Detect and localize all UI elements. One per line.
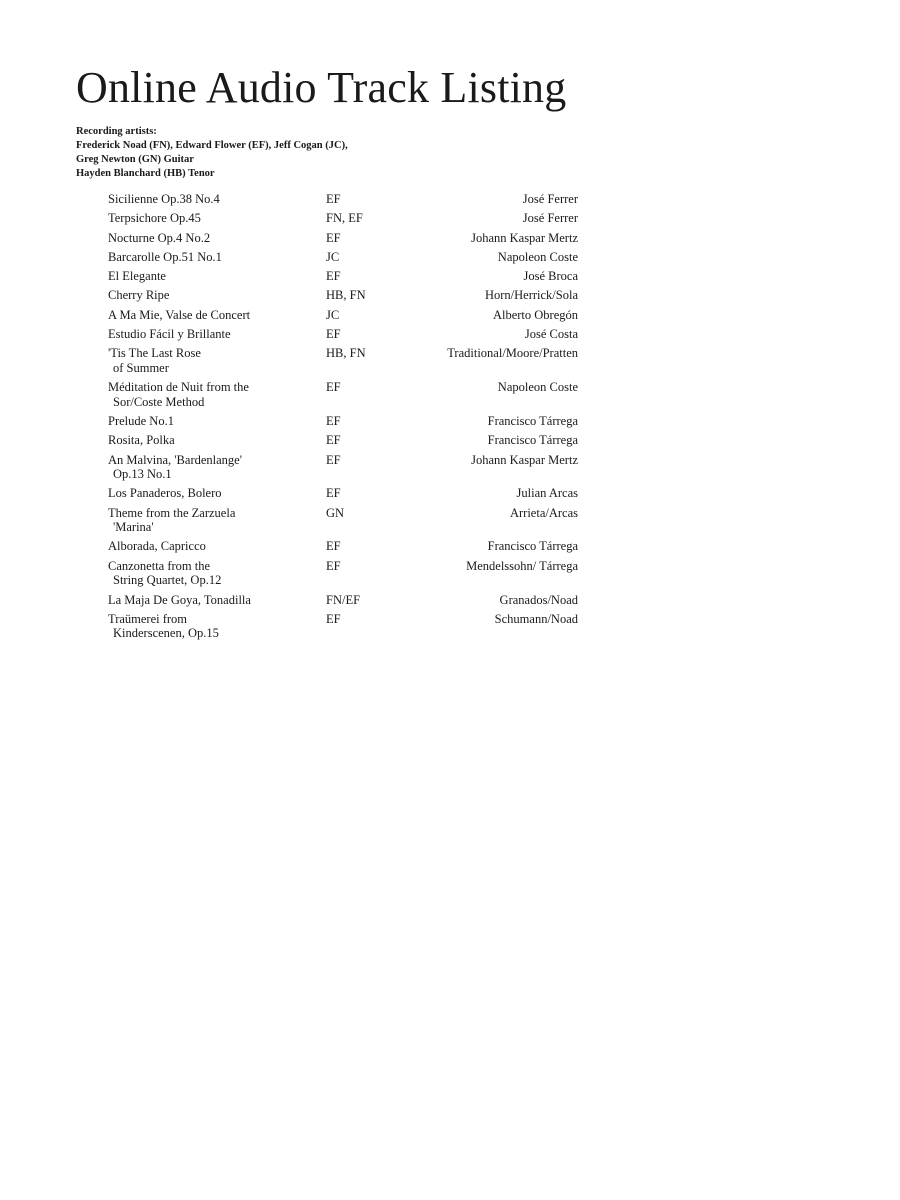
track-title (108, 231, 326, 246)
track-title-line: Alborada, Capricco (108, 539, 206, 554)
track-artist: EF (326, 230, 341, 245)
track-composer: Francisco Tárrega (487, 413, 578, 428)
track-row (108, 612, 578, 646)
track-title-line: Barcarolle Op.51 No.1 (108, 249, 222, 264)
track-artist: HB, FN (326, 288, 366, 303)
track-artist: EF (326, 327, 341, 342)
track-composer: Horn/Herrick/Sola (484, 288, 578, 303)
track-title-continuation: Sor/Coste Method (113, 394, 205, 409)
artist-name: Greg Newton (GN) (76, 154, 161, 165)
track-composer: Francisco Tárrega (487, 539, 578, 554)
track-composer: Alberto Obregón (492, 307, 578, 322)
track-title (108, 593, 326, 608)
track-title (108, 486, 326, 501)
track-artist: EF (326, 380, 341, 395)
track-artist: EF (326, 192, 341, 206)
track-title (108, 288, 326, 303)
track-artist: JC (326, 307, 340, 322)
track-composer: Napoleon Coste (497, 249, 578, 264)
track-title-continuation: String Quartet, Op.12 (113, 573, 222, 588)
track-title-line: Sicilienne Op.38 No.4 (108, 192, 220, 206)
track-title-continuation: Op.13 No.1 (113, 467, 172, 482)
track-row (108, 506, 578, 540)
track-row (108, 327, 578, 346)
artist-role: Guitar (163, 154, 194, 165)
track-composer: Napoleon Coste (497, 380, 578, 395)
track-composer: Granados/Noad (499, 592, 578, 607)
track-title-line: Cherry Ripe (108, 288, 170, 303)
track-list (108, 192, 578, 646)
track-title-line: Los Panaderos, Bolero (108, 486, 222, 501)
track-artist: EF (326, 433, 341, 448)
track-title-continuation: of Summer (113, 360, 169, 375)
track-row (108, 433, 578, 452)
track-title-line: Méditation de Nuit from the (108, 380, 249, 395)
track-composer: Mendelssohn/ Tárrega (466, 558, 578, 573)
track-composer: Schumann/Noad (494, 611, 578, 626)
track-title (108, 453, 326, 482)
track-composer: José Ferrer (522, 211, 578, 226)
track-artist: GN (326, 505, 345, 520)
track-title (108, 559, 326, 588)
track-composer: José Broca (523, 269, 578, 284)
page-title: Online Audio Track Listing (76, 63, 567, 112)
recording-artists-line-3 (76, 167, 348, 181)
track-title-line: Canzonetta from the (108, 558, 211, 573)
track-row (108, 346, 578, 380)
track-row (108, 414, 578, 433)
track-title (108, 612, 326, 641)
track-title (108, 414, 326, 429)
track-artist: EF (326, 269, 341, 284)
track-artist: EF (326, 611, 341, 626)
track-composer: Johann Kaspar Mertz (471, 452, 578, 467)
track-title (108, 308, 326, 323)
track-row (108, 308, 578, 327)
track-row (108, 250, 578, 269)
track-title (108, 346, 326, 375)
track-artist: EF (326, 486, 341, 501)
track-row (108, 288, 578, 307)
track-artist: EF (326, 558, 341, 573)
track-title-continuation: 'Marina' (113, 520, 154, 535)
track-composer: Johann Kaspar Mertz (471, 230, 578, 245)
track-title (108, 327, 326, 342)
track-title (108, 380, 326, 409)
track-row (108, 559, 578, 593)
track-composer: Julian Arcas (516, 486, 578, 501)
track-title-line: Terpsichore Op.45 (108, 211, 201, 226)
track-row (108, 269, 578, 288)
track-row (108, 211, 578, 230)
track-title-line: 'Tis The Last Rose (108, 346, 201, 361)
track-artist: EF (326, 452, 341, 467)
track-title-line: An Malvina, 'Bardenlange' (108, 452, 242, 467)
track-row (108, 192, 578, 211)
track-row (108, 486, 578, 505)
track-row (108, 593, 578, 612)
track-title-line: Theme from the Zarzuela (108, 505, 236, 520)
recording-artists-heading: Recording artists: (76, 126, 157, 137)
recording-artists-line-1: Frederick Noad (FN), Edward Flower (EF), Jeff Cogan (JC), (76, 140, 348, 151)
track-title (108, 269, 326, 284)
track-title-line: Traümerei from (108, 611, 188, 626)
track-composer: Arrieta/Arcas (509, 505, 578, 520)
track-artist: FN/EF (326, 592, 361, 607)
track-title (108, 539, 326, 554)
track-title (108, 506, 326, 535)
track-artist: FN, EF (326, 211, 363, 226)
track-title (108, 211, 326, 226)
track-composer: José Ferrer (522, 192, 578, 206)
track-title-continuation: Kinderscenen, Op.15 (113, 626, 219, 641)
track-artist: EF (326, 539, 341, 554)
track-title-line: Rosita, Polka (108, 433, 175, 448)
artist-name: Hayden Blanchard (HB) (76, 168, 186, 179)
track-row (108, 231, 578, 250)
track-title (108, 192, 326, 207)
track-artist: EF (326, 413, 341, 428)
track-title-line: A Ma Mie, Valse de Concert (108, 307, 251, 322)
track-title (108, 433, 326, 448)
track-title-line: El Elegante (108, 269, 166, 284)
track-title (108, 250, 326, 265)
recording-artists (76, 125, 348, 181)
track-row (108, 380, 578, 414)
track-artist: HB, FN (326, 346, 366, 361)
track-composer: Francisco Tárrega (487, 433, 578, 448)
track-artist: JC (326, 249, 340, 264)
track-title-line: Nocturne Op.4 No.2 (108, 230, 211, 245)
track-title-line: La Maja De Goya, Tonadilla (108, 592, 251, 607)
track-composer: José Costa (524, 327, 578, 342)
track-title-line: Prelude No.1 (108, 413, 174, 428)
track-row (108, 453, 578, 487)
recording-artists-line-2 (76, 153, 348, 167)
track-row (108, 539, 578, 558)
track-title-line: Estudio Fácil y Brillante (108, 327, 231, 342)
artist-role: Tenor (188, 168, 215, 179)
track-composer: Traditional/Moore/Pratten (447, 346, 578, 361)
